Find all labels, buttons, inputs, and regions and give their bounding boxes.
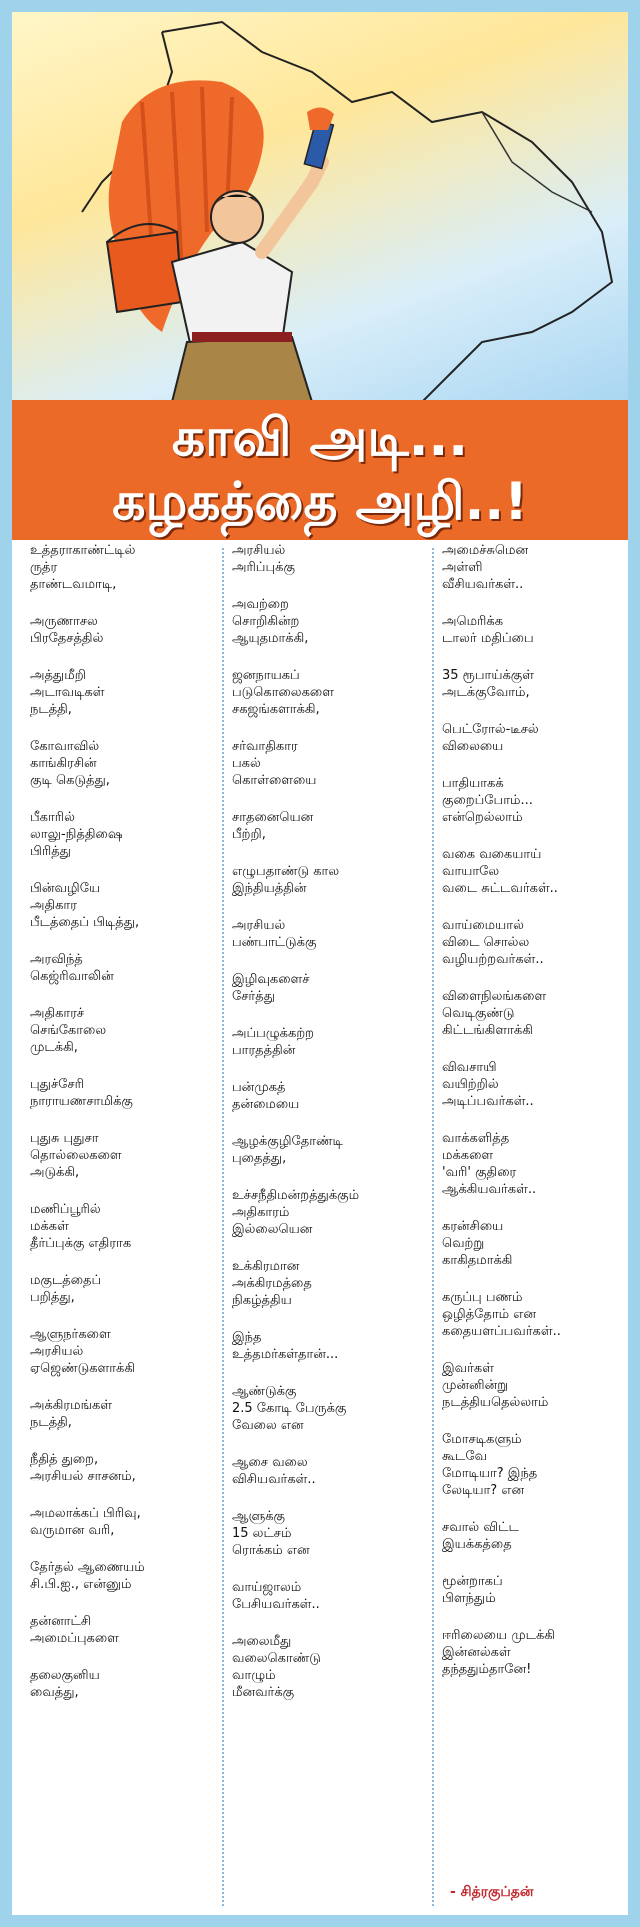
poem-stanza [442,1130,640,1198]
poem-stanza [232,1579,432,1613]
poem-line: ஏஜெண்டுகளாக்கி [30,1361,136,1376]
poem-line: வலைகொண்டு [232,1651,321,1666]
poem-line: வருமான வரி, [30,1523,115,1538]
poem-line: தாண்டவமாடி, [30,577,117,592]
poem-line: நீதித் துறை, [30,1452,99,1467]
poem-line: வழியற்றவர்கள்.. [442,952,544,967]
poem-stanza [442,1218,640,1269]
poem-stanza [232,1079,432,1113]
poem-line: எழுபதாண்டு கால [232,864,340,879]
poem-line: வைத்து, [30,1685,79,1700]
poem-stanza [30,1130,230,1181]
poem-line: ஆசை வலை [232,1455,308,1470]
poem-line: அவற்றை [232,597,289,612]
poem-stanza [232,1258,432,1309]
poem-stanza [232,667,432,718]
poem-stanza [442,1289,640,1340]
author-signature: - சித்ரகுப்தன் [450,1884,534,1900]
poem-line: பெட்ரோல்-டீசல் [442,722,539,737]
poem-line: சகஜங்களாக்கி, [232,702,320,717]
poem-stanza [232,1633,432,1701]
poem-stanza [30,951,230,985]
poem-stanza [232,917,432,951]
poem-stanza [232,809,432,843]
poem-stanza [30,1559,230,1593]
poem-line: என்றெல்லாம் [442,810,523,825]
poem-stanza [30,1005,230,1056]
poem-stanza [442,917,640,968]
poem-stanza [232,1133,432,1167]
poem-line: வெடிகுண்டு [442,1006,515,1021]
poem-line: புதுசு புதுசா [30,1131,99,1146]
poem-line: லேடியா? என [442,1483,525,1498]
poem-line: முன்னின்று [442,1378,509,1393]
poem-line: குடி கெடுத்து, [30,773,110,788]
poem-line: உச்சநீதிமன்றத்துக்கும் [232,1188,360,1203]
poem-line: பீற்றி, [232,827,266,842]
poem-line: பீடத்தைப் பிடித்து, [30,915,140,930]
poem-line: பிளந்தும் [442,1591,496,1606]
poem-line: நடத்தியதெல்லாம் [442,1395,549,1410]
poem-line: பாதியாகக் [442,776,504,791]
poem-line: தன்மையை [232,1097,300,1112]
poem-line: விசியவர்கள்.. [232,1472,316,1487]
poem-line: பன்முகத் [232,1080,286,1095]
poem-stanza [30,809,230,860]
poem-stanza [442,988,640,1039]
poem-line: அருணாசல [30,614,98,629]
poem-stanza [30,880,230,931]
poem-line: அள்ளி [442,560,483,575]
poem-line: புதுச்சேரி [30,1077,84,1092]
poem-line: இன்னல்கள் [442,1645,511,1660]
poem-line: வகை வகையாய் [442,847,542,862]
poem-line: அமைச்சுமென [442,543,529,558]
poem-line: படுகொலைகளை [232,685,334,700]
poem-stanza [442,775,640,826]
poem-line: வாழும் [232,1668,276,1683]
headline-line-2: கழகத்தை அழி..! [112,472,528,532]
poem-stanza [232,1329,432,1363]
poem-line: மக்களை [442,1148,494,1163]
poem-line: பின்வழியே [30,881,101,896]
poem-stanza [442,846,640,897]
poem-line: நடத்தி, [30,1415,72,1430]
poem-line: வேலை என [232,1418,304,1433]
poem-stanza [30,667,230,718]
poem-line: பிரதேசத்தில் [30,631,104,646]
poem-stanza [232,1383,432,1434]
poem-line: உக்கிரமான [232,1259,300,1274]
poem-stanza [232,1025,432,1059]
poem-column-2 [232,542,432,1721]
poem-line: அமலாக்கப் பிரிவு, [30,1506,141,1521]
poem-line: ஆளுநர்களை [30,1327,111,1342]
poem-line: லாலு-நித்திஷை [30,827,123,842]
poem-line: ஆழக்குழிதோண்டி [232,1134,343,1149]
poem-line: கோவாவில் [30,739,100,754]
poem-line: சொறிகின்ற [232,614,300,629]
poem-line: ரொக்கம் என [232,1543,310,1558]
poem-line: நடத்தி, [30,702,72,717]
poem-stanza [442,542,640,593]
poem-line: அடாவடிகள் [30,685,105,700]
poem-line: செங்கோலை [30,1023,107,1038]
poem-stanza [232,542,432,576]
poem-line: அரசியல் [232,543,286,558]
poem-line: சர்வாதிகார [232,739,298,754]
poem-line: ஒழித்தோம் என [442,1307,536,1322]
poem-line: வாய்ஜாலம் [232,1580,302,1595]
poem-line: ஈரிலையை முடக்கி [442,1628,555,1643]
poem-stanza [232,1187,432,1238]
poem-line: டாலர் மதிப்பை [442,631,534,646]
poem-line: அப்பழுக்கற்ற [232,1026,315,1041]
poem-line: பீகாரில் [30,810,75,825]
poem-stanza [30,1613,230,1647]
poem-line: தொல்லைகளை [30,1148,122,1163]
poem-line: தலைகுனிய [30,1668,100,1683]
poem-line: ஆயுதமாக்கி, [232,631,309,646]
poem-line: விடை சொல்ல [442,935,530,950]
poem-line: நாராயணசாமிக்கு [30,1094,133,1109]
india-map-cartoon-icon [12,12,628,402]
poem-line: விலையை [442,739,504,754]
poem-line: இழிவுகளைச் [232,972,310,987]
poem-line: அரசியல் சாசனம், [30,1469,136,1484]
poem-line: தீர்ப்புக்கு எதிராக [30,1236,132,1251]
poem-line: சி.பி.ஐ., என்னும் [30,1577,132,1592]
poem-stanza [30,1667,230,1701]
poem-line: அமெரிக்க [442,614,504,629]
poem-line: ஆளுக்கு [232,1509,286,1524]
poem-line: அரிப்புக்கு [232,560,295,575]
poem-stanza [30,1326,230,1377]
poem-line: பிரித்து [30,844,71,859]
poem-line: தேர்தல் ஆணையம் [30,1560,145,1575]
poem-line: வாய்மையால் [442,918,524,933]
poem-line: 35 ரூபாய்க்குள் [442,668,534,683]
poem-line: தன்னாட்சி [30,1614,92,1629]
poem-line: அடிப்பவர்கள்.. [442,1094,534,1109]
poem-line: 2.5 கோடி பேருக்கு [232,1401,347,1416]
poem-line: மோடியா? இந்த [442,1466,538,1481]
poem-line: வாயாலே [442,864,500,879]
poem-line: 15 லட்சம் [232,1526,292,1541]
poem-line: வாக்களித்த [442,1131,510,1146]
poem-stanza [442,1627,640,1678]
poem-line: கொள்ளையை [232,773,317,788]
poem-line: அலைமீது [232,1634,292,1649]
poem-line: பாரதத்தின் [232,1043,296,1058]
poem-column-3 [442,542,640,1698]
poem-line: வீசியவர்கள்.. [442,577,524,592]
poem-stanza [232,971,432,1005]
poem-line: அதிகாரச் [30,1006,85,1021]
column-divider [432,548,434,1906]
poem-stanza [30,1076,230,1110]
poem-line: விவசாயி [442,1060,497,1075]
poem-line: கிட்டங்கிளாக்கி [442,1023,533,1038]
poem-line: குறைப்போம்... [442,793,533,808]
poem-stanza [232,1454,432,1488]
poem-stanza [30,1272,230,1306]
poem-line: அரசியல் [232,918,286,933]
poem-stanza [30,1505,230,1539]
poem-line: அக்கிரமங்கள் [30,1398,113,1413]
poem-stanza [442,1059,640,1110]
poem-line: கதையளப்பவர்கள்.. [442,1324,561,1339]
poem-line: சவால் விட்ட [442,1520,519,1535]
poem-stanza [442,1431,640,1499]
poem-stanza [30,1397,230,1431]
poem-stanza [442,613,640,647]
poem-stanza [232,738,432,789]
poem-line: ருத்ர [30,560,58,575]
poem-line: ஆக்கியவர்கள்.. [442,1182,537,1197]
poem-line: கெஜ்ரிவாலின் [30,969,114,984]
poem-line: இவர்கள் [442,1361,494,1376]
poem-line: மகுடத்தைப் [30,1273,102,1288]
poem-stanza [232,1508,432,1559]
poem-stanza [442,721,640,755]
poem-line: உத்தமர்கள்தான்... [232,1347,339,1362]
poem-line: வயிற்றில் [442,1077,499,1092]
poem-line: சேர்த்து [232,989,275,1004]
poem-line: சாதனையென [232,810,314,825]
poem-line: கருப்பு பணம் [442,1290,523,1305]
poem-line: நிகழ்த்திய [232,1293,292,1308]
poem-line: காகிதமாக்கி [442,1253,513,1268]
poem-line: முடக்கி, [30,1040,78,1055]
poem-line: அரசியல் [30,1344,84,1359]
poem-stanza [30,1201,230,1252]
poem-line: தந்ததும்தானே! [442,1662,532,1677]
poem-stanza [442,1360,640,1411]
poem-line: வடை சுட்டவர்கள்.. [442,881,558,896]
poem-line: மீனவர்க்கு [232,1685,295,1700]
poem-line: இயக்கத்தை [442,1537,512,1552]
poem-line: இந்த [232,1330,262,1345]
poem-line: அமைப்புகளை [30,1631,119,1646]
poem-line: கரன்சியை [442,1219,504,1234]
poem-line: காங்கிரசின் [30,756,97,771]
poem-line: உத்தராகாண்ட்டில் [30,543,136,558]
poem-line: 'வரி' குதிரை [442,1165,517,1180]
poem-line: பறித்து, [30,1290,75,1305]
poem-line: வெற்று [442,1236,485,1251]
poem-stanza [30,613,230,647]
poem-line: அதிகார [30,898,77,913]
poem-stanza [442,667,640,701]
headline-line-1: காவி அடி... [171,408,469,468]
poem-stanza [30,1451,230,1485]
poem-line: பண்பாட்டுக்கு [232,935,317,950]
poem-line: பகல் [232,756,261,771]
title-banner [12,400,628,540]
poem-line: ஜனநாயகப் [232,668,300,683]
cartoon-illustration [12,12,628,402]
poem-line: இல்லையென [232,1222,313,1237]
poem-line: மோசடிகளும் [442,1432,522,1447]
poem-line: அதிகாரம் [232,1205,290,1220]
poem-column-1 [30,542,230,1721]
poem-line: மக்கள் [30,1219,69,1234]
poem-line: விளைநிலங்களை [442,989,547,1004]
poem-line: பேசியவர்கள்.. [232,1597,320,1612]
poem-line: கூடவே [442,1449,488,1464]
poem-line: அத்துமீறி [30,668,86,683]
poem-line: அடக்குவோம், [442,685,530,700]
poem-line: அடுக்கி, [30,1165,80,1180]
poem-stanza [442,1519,640,1553]
poem-stanza [30,738,230,789]
poem-line: புதைத்து, [232,1151,287,1166]
poem-line: இந்தியத்தின் [232,881,307,896]
poem-line: அரவிந்த் [30,952,83,967]
poem-line: அக்கிரமத்தை [232,1276,312,1291]
poem-line: ஆண்டுக்கு [232,1384,297,1399]
poem-stanza [232,596,432,647]
poem-line: மணிப்பூரில் [30,1202,101,1217]
poem-stanza [30,542,230,593]
poem-stanza [442,1573,640,1607]
poem-line: மூன்றாகப் [442,1574,503,1589]
poem-stanza [232,863,432,897]
